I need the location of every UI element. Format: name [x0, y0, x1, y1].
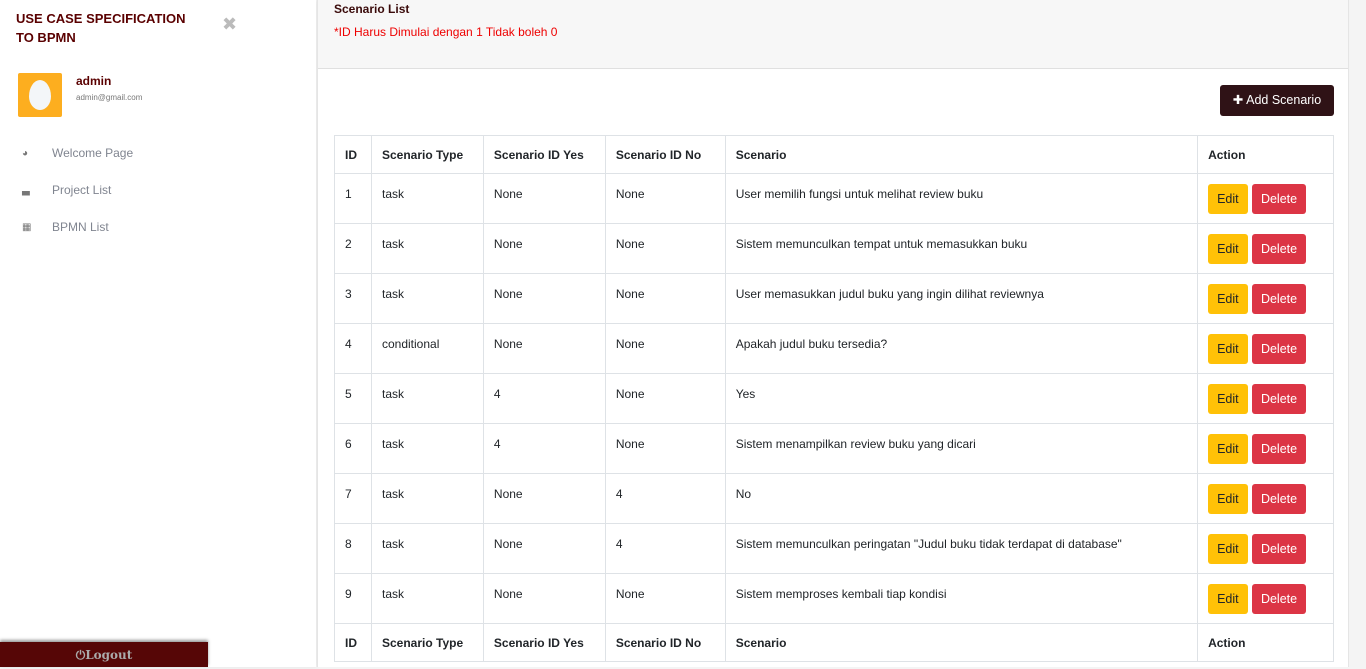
- column-header: Action: [1198, 624, 1334, 662]
- sidebar-item-label: Welcome Page: [52, 146, 134, 160]
- table-cell: None: [483, 474, 605, 524]
- table-row: [335, 324, 1334, 374]
- chart-icon: ▃: [22, 184, 30, 196]
- delete-button[interactable]: Delete: [1252, 384, 1306, 414]
- main-panel: [317, 0, 1349, 667]
- table-cell: Sistem memunculkan tempat untuk memasukkan buku: [725, 224, 1197, 274]
- table-cell: 8: [335, 524, 372, 574]
- table-cell: task: [371, 424, 483, 474]
- table-row: [335, 174, 1334, 224]
- table-cell: None: [605, 274, 725, 324]
- table-cell: None: [483, 524, 605, 574]
- id-note: *ID Harus Dimulai dengan 1 Tidak boleh 0: [334, 25, 558, 39]
- user-name: admin: [76, 74, 112, 88]
- table-cell: 4: [605, 474, 725, 524]
- action-cell: [1198, 524, 1334, 574]
- plus-icon: ✚: [1232, 93, 1244, 107]
- table-row: [335, 474, 1334, 524]
- delete-button[interactable]: Delete: [1252, 334, 1306, 364]
- table-cell: task: [371, 474, 483, 524]
- brand-line: USE CASE SPECIFICATION: [16, 11, 186, 26]
- edit-button[interactable]: Edit: [1208, 484, 1248, 514]
- delete-button[interactable]: Delete: [1252, 184, 1306, 214]
- table-cell: None: [483, 224, 605, 274]
- add-label: Add Scenario: [1246, 93, 1322, 107]
- action-cell: [1198, 224, 1334, 274]
- table-cell: 1: [335, 174, 372, 224]
- table-cell: None: [605, 374, 725, 424]
- table-cell: 5: [335, 374, 372, 424]
- power-icon: ⏻: [75, 648, 86, 662]
- column-header: Action: [1198, 136, 1334, 174]
- table-cell: conditional: [371, 324, 483, 374]
- table-cell: 4: [483, 374, 605, 424]
- sidebar-item-label: BPMN List: [52, 220, 109, 234]
- app-brand: [16, 9, 212, 47]
- table-cell: task: [371, 374, 483, 424]
- table-cell: 9: [335, 574, 372, 624]
- table-cell: task: [371, 174, 483, 224]
- column-header: Scenario ID Yes: [483, 624, 605, 662]
- table-cell: 4: [605, 524, 725, 574]
- table-cell: User memilih fungsi untuk melihat review buku: [725, 174, 1197, 224]
- delete-button[interactable]: Delete: [1252, 534, 1306, 564]
- table-cell: None: [483, 324, 605, 374]
- table-row: [335, 524, 1334, 574]
- column-header: ID: [335, 624, 372, 662]
- sidebar-item-bpmn-list[interactable]: [22, 220, 109, 234]
- table-cell: task: [371, 524, 483, 574]
- table-cell: None: [483, 174, 605, 224]
- action-cell: [1198, 274, 1334, 324]
- column-header: Scenario: [725, 136, 1197, 174]
- delete-button[interactable]: Delete: [1252, 284, 1306, 314]
- logout-button[interactable]: [0, 642, 208, 667]
- table-row: [335, 424, 1334, 474]
- table-cell: task: [371, 574, 483, 624]
- edit-button[interactable]: Edit: [1208, 334, 1248, 364]
- action-cell: [1198, 424, 1334, 474]
- column-header: Scenario: [725, 624, 1197, 662]
- table-cell: 4: [335, 324, 372, 374]
- edit-button[interactable]: Edit: [1208, 184, 1248, 214]
- table-cell: Sistem memunculkan peringatan "Judul buku tidak terdapat di database": [725, 524, 1197, 574]
- table-cell: None: [605, 174, 725, 224]
- column-header: Scenario Type: [371, 136, 483, 174]
- edit-button[interactable]: Edit: [1208, 384, 1248, 414]
- table-cell: None: [605, 224, 725, 274]
- table-cell: None: [605, 574, 725, 624]
- table-row: [335, 224, 1334, 274]
- action-cell: [1198, 324, 1334, 374]
- table-cell: None: [483, 574, 605, 624]
- dashboard-icon: ◕: [22, 147, 29, 159]
- delete-button[interactable]: Delete: [1252, 234, 1306, 264]
- column-header: ID: [335, 136, 372, 174]
- table-cell: Sistem memproses kembali tiap kondisi: [725, 574, 1197, 624]
- add-scenario-button[interactable]: [1220, 85, 1334, 116]
- table-cell: None: [483, 274, 605, 324]
- table-footer-row: [335, 624, 1334, 662]
- table-cell: None: [605, 424, 725, 474]
- logout-label: Logout: [85, 648, 133, 662]
- avatar: [18, 73, 62, 117]
- delete-button[interactable]: Delete: [1252, 484, 1306, 514]
- table-row: [335, 574, 1334, 624]
- edit-button[interactable]: Edit: [1208, 434, 1248, 464]
- table-cell: None: [605, 324, 725, 374]
- table-cell: Sistem menampilkan review buku yang dicari: [725, 424, 1197, 474]
- page-title: Scenario List: [334, 2, 410, 16]
- table-cell: 6: [335, 424, 372, 474]
- table-cell: 2: [335, 224, 372, 274]
- sidebar-item-project-list[interactable]: [22, 183, 111, 197]
- user-email: admin@gmail.com: [76, 93, 143, 102]
- table-cell: Yes: [725, 374, 1197, 424]
- table-cell: task: [371, 274, 483, 324]
- column-header: Scenario ID Yes: [483, 136, 605, 174]
- table-cell: No: [725, 474, 1197, 524]
- card-header: [318, 0, 1348, 69]
- table-icon: ▦: [22, 221, 32, 233]
- delete-button[interactable]: Delete: [1252, 434, 1306, 464]
- action-cell: [1198, 374, 1334, 424]
- brand-line: TO BPMN: [16, 30, 76, 45]
- table-header-row: [335, 136, 1334, 174]
- column-header: Scenario Type: [371, 624, 483, 662]
- table-cell: 4: [483, 424, 605, 474]
- table-row: [335, 374, 1334, 424]
- table-row: [335, 274, 1334, 324]
- column-header: Scenario ID No: [605, 136, 725, 174]
- delete-button[interactable]: Delete: [1252, 584, 1306, 614]
- edit-button[interactable]: Edit: [1208, 234, 1248, 264]
- table-cell: 7: [335, 474, 372, 524]
- action-cell: [1198, 174, 1334, 224]
- scenario-table: [334, 135, 1334, 662]
- sidebar: [0, 0, 316, 667]
- table-cell: 3: [335, 274, 372, 324]
- close-icon[interactable]: ✖: [222, 14, 238, 34]
- column-header: Scenario ID No: [605, 624, 725, 662]
- edit-button[interactable]: Edit: [1208, 584, 1248, 614]
- table-cell: task: [371, 224, 483, 274]
- action-cell: [1198, 474, 1334, 524]
- sidebar-item-welcome-page[interactable]: [22, 146, 133, 160]
- edit-button[interactable]: Edit: [1208, 284, 1248, 314]
- action-cell: [1198, 574, 1334, 624]
- sidebar-item-label: Project List: [52, 183, 112, 197]
- table-cell: User memasukkan judul buku yang ingin dilihat reviewnya: [725, 274, 1197, 324]
- table-cell: Apakah judul buku tersedia?: [725, 324, 1197, 374]
- edit-button[interactable]: Edit: [1208, 534, 1248, 564]
